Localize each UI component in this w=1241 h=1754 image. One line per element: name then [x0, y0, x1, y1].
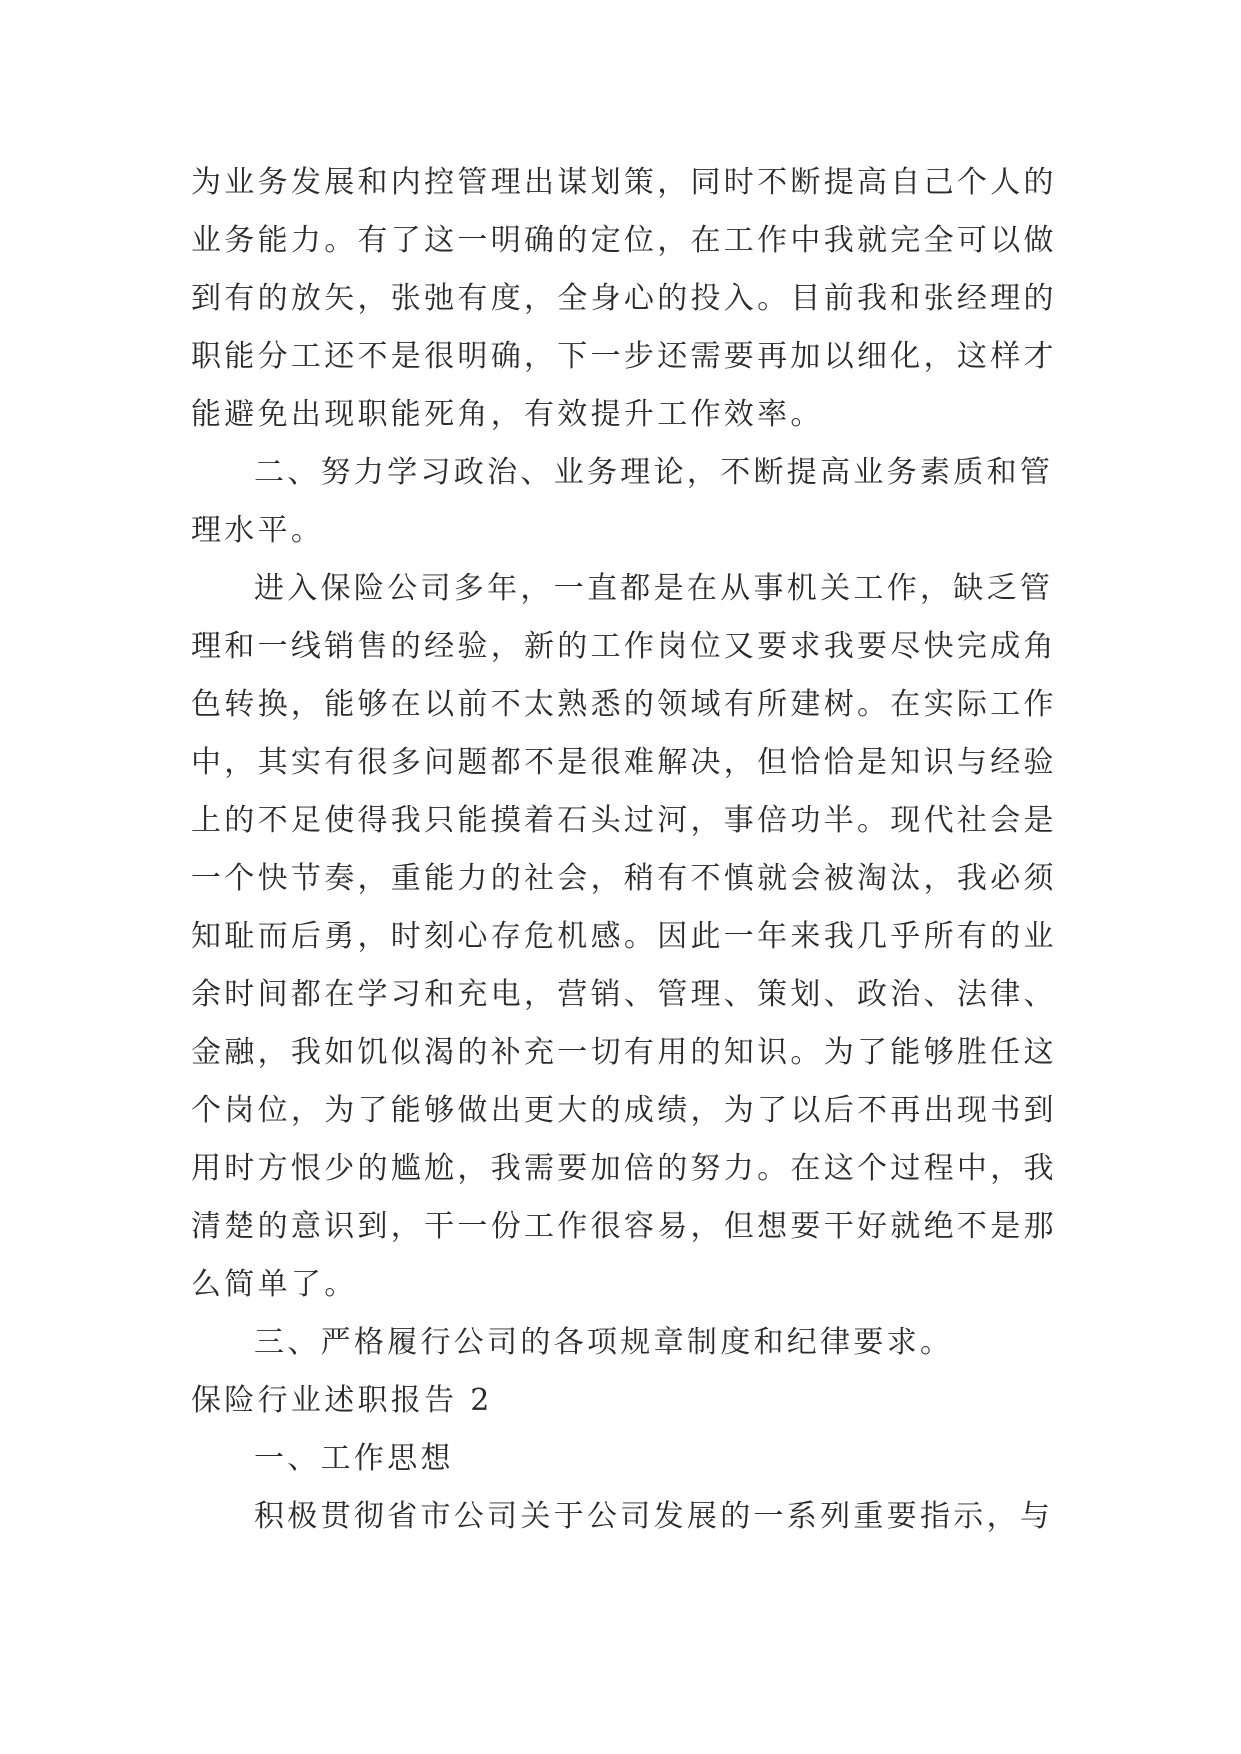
text-line: 用时方恨少的尴尬，我需要加倍的努力。在这个过程中，我: [191, 1151, 1057, 1186]
text-line: 知耻而后勇，时刻心存危机感。因此一年来我几乎所有的业: [191, 919, 1057, 954]
text-line: 金融，我如饥似渴的补充一切有用的知识。为了能够胜任这: [191, 1035, 1057, 1070]
text-line: 业务能力。有了这一明确的定位，在工作中我就完全可以做: [191, 223, 1057, 258]
text-line: 上的不足使得我只能摸着石头过河，事倍功半。现代社会是: [191, 803, 1057, 838]
text-line: 个岗位，为了能够做出更大的成绩，为了以后不再出现书到: [191, 1093, 1057, 1128]
subsection-heading: 一、工作思想: [254, 1441, 454, 1476]
text-line: 么简单了。: [191, 1267, 358, 1302]
text-line: 理和一线销售的经验，新的工作岗位又要求我要尽快完成角: [191, 629, 1057, 664]
text-line: 职能分工还不是很明确，下一步还需要再加以细化，这样才: [191, 339, 1057, 374]
text-line: 理水平。: [191, 513, 325, 548]
text-line: 清楚的意识到，干一份工作很容易，但想要干好就绝不是那: [191, 1209, 1057, 1244]
report-title: 保险行业述职报告 2: [191, 1383, 493, 1418]
text-line: 到有的放矢，张弛有度，全身心的投入。目前我和张经理的: [191, 281, 1057, 316]
text-line: 色转换，能够在以前不太熟悉的领域有所建树。在实际工作: [191, 687, 1057, 722]
section-heading-2: 二、努力学习政治、业务理论，不断提高业务素质和管: [254, 455, 1054, 490]
section-heading-3: 三、严格履行公司的各项规章制度和纪律要求。: [254, 1325, 954, 1360]
text-line: 余时间都在学习和充电，营销、管理、策划、政治、法律、: [191, 977, 1057, 1012]
paragraph-start: 积极贯彻省市公司关于公司发展的一系列重要指示，与: [254, 1499, 1054, 1534]
paragraph-start: 进入保险公司多年，一直都是在从事机关工作，缺乏管: [254, 571, 1054, 606]
text-line: 为业务发展和内控管理出谋划策，同时不断提高自己个人的: [191, 165, 1057, 200]
text-line: 中，其实有很多问题都不是很难解决，但恰恰是知识与经验: [191, 745, 1057, 780]
text-line: 能避免出现职能死角，有效提升工作效率。: [191, 397, 824, 432]
text-line: 一个快节奏，重能力的社会，稍有不慎就会被淘汰，我必须: [191, 861, 1057, 896]
